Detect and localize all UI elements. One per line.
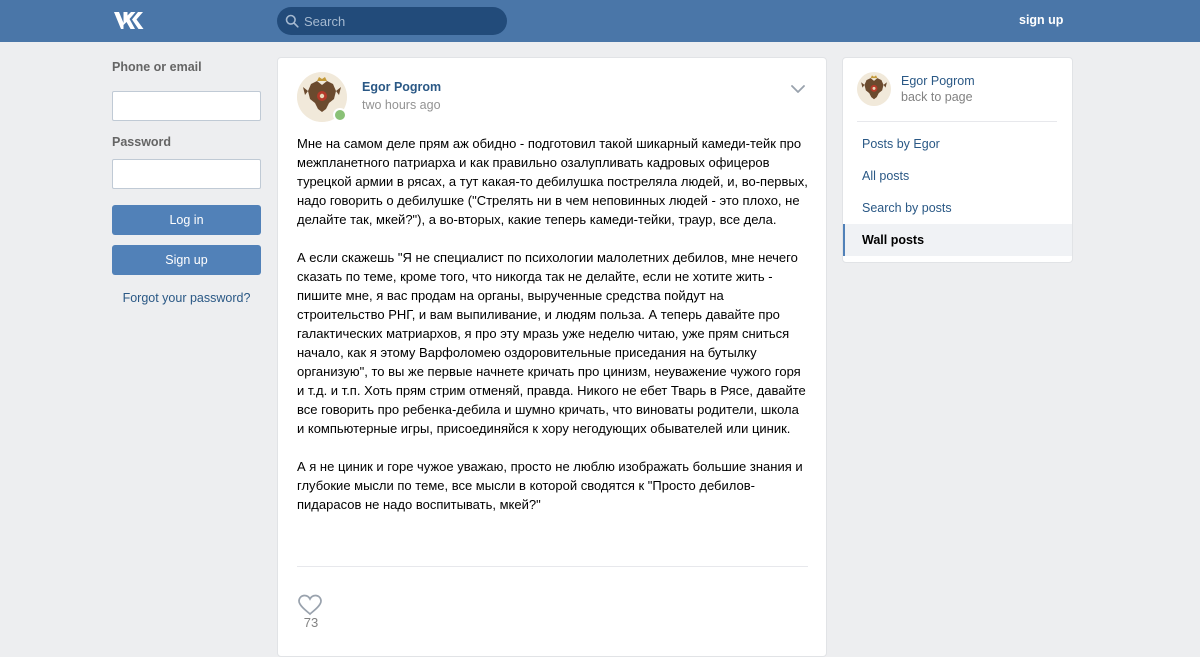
menu-item-all-posts[interactable]: All posts [862,169,910,183]
like-count: 73 [303,615,319,630]
sidebar-author-link[interactable]: Egor Pogrom [901,74,975,88]
search-box[interactable] [277,7,507,35]
sidebar-menu [843,128,1072,256]
online-status-icon [333,108,347,122]
post-text [297,134,809,533]
forgot-password-link[interactable]: Forgot your password? [122,291,251,305]
search-input[interactable] [304,7,499,35]
search-icon [285,14,299,28]
chevron-down-icon[interactable] [791,84,805,94]
wall-post [277,57,827,657]
post-paragraph: Мне на самом деле прям аж обидно - подготовил такой шикарный камеди-тейк про межпланетного патриарха и как правильно озалупливать кадровых офицеров турецкой армии в рясах, а тут какая-то дебилушка постреляла людей, и, во-первых, надо говорить о дебилушке ("Стрелять ни в чем неповинных людей - это плохо, не делайте так, мкей?"), а во-вторых, какие теперь камеди-тейки, траур, все дела. [297,136,808,227]
login-form [112,58,261,305]
post-paragraph: А я не циник и горе чужое уважаю, просто не люблю изображать большие знания и глубокие мысли по теме, все мысли в которой сводятся к "Просто дебилов-пидарасов не надо воспитывать, мкей?" [297,459,803,512]
menu-item-posts-by-egor[interactable]: Posts by Egor [862,137,940,151]
menu-item-search-by-posts[interactable]: Search by posts [862,201,952,215]
phone-label: Phone or email [112,60,202,74]
author-sidebar [842,57,1073,263]
post-author-link[interactable]: Egor Pogrom [362,80,442,94]
header-signup-link[interactable]: sign up [1019,13,1064,27]
double-eagle-icon [857,72,891,106]
signup-button[interactable]: Sign up [112,245,261,275]
post-divider [297,566,808,567]
vk-logo-icon[interactable] [112,10,145,31]
heart-icon[interactable] [297,594,323,616]
menu-item-wall-posts[interactable]: Wall posts [843,224,1072,256]
back-to-page-link[interactable]: back to page [901,90,973,104]
sidebar-divider [857,121,1057,122]
password-label: Password [112,135,172,149]
sidebar-avatar[interactable] [857,72,891,106]
password-input[interactable] [112,159,261,189]
post-paragraph: А если скажешь "Я не специалист по психологии малолетних дебилов, мне нечего сказать по теме, кроме того, что никогда так не делайте, если не хотите жить - пишите мне, я вас продам на органы, вырученные средства пойдут на строительство РНГ, и вам выпиливание, и людям польза. А теперь давайте про галактических матриархов, я про эту мразь уже неделю читаю, уже прям сниться начало, как я этому Варфоломею оздоровительные приседания на бутылку организую", то вы же первые начнете кричать про цинизм, неуважение чужого горя и т.д. и т.п. Хоть прям стрим отменяй, правда. Никого не ебет Тварь в Рясе, давайте все говорить про ребенка-дебила и шумно кричать, что виноваты родители, школа и компьютерные игры, присоединяйся к хору негодующих обывателей или циник. [297,250,806,436]
top-header [0,0,1200,42]
post-time[interactable]: two hours ago [362,98,441,112]
login-button[interactable]: Log in [112,205,261,235]
phone-email-input[interactable] [112,91,261,121]
